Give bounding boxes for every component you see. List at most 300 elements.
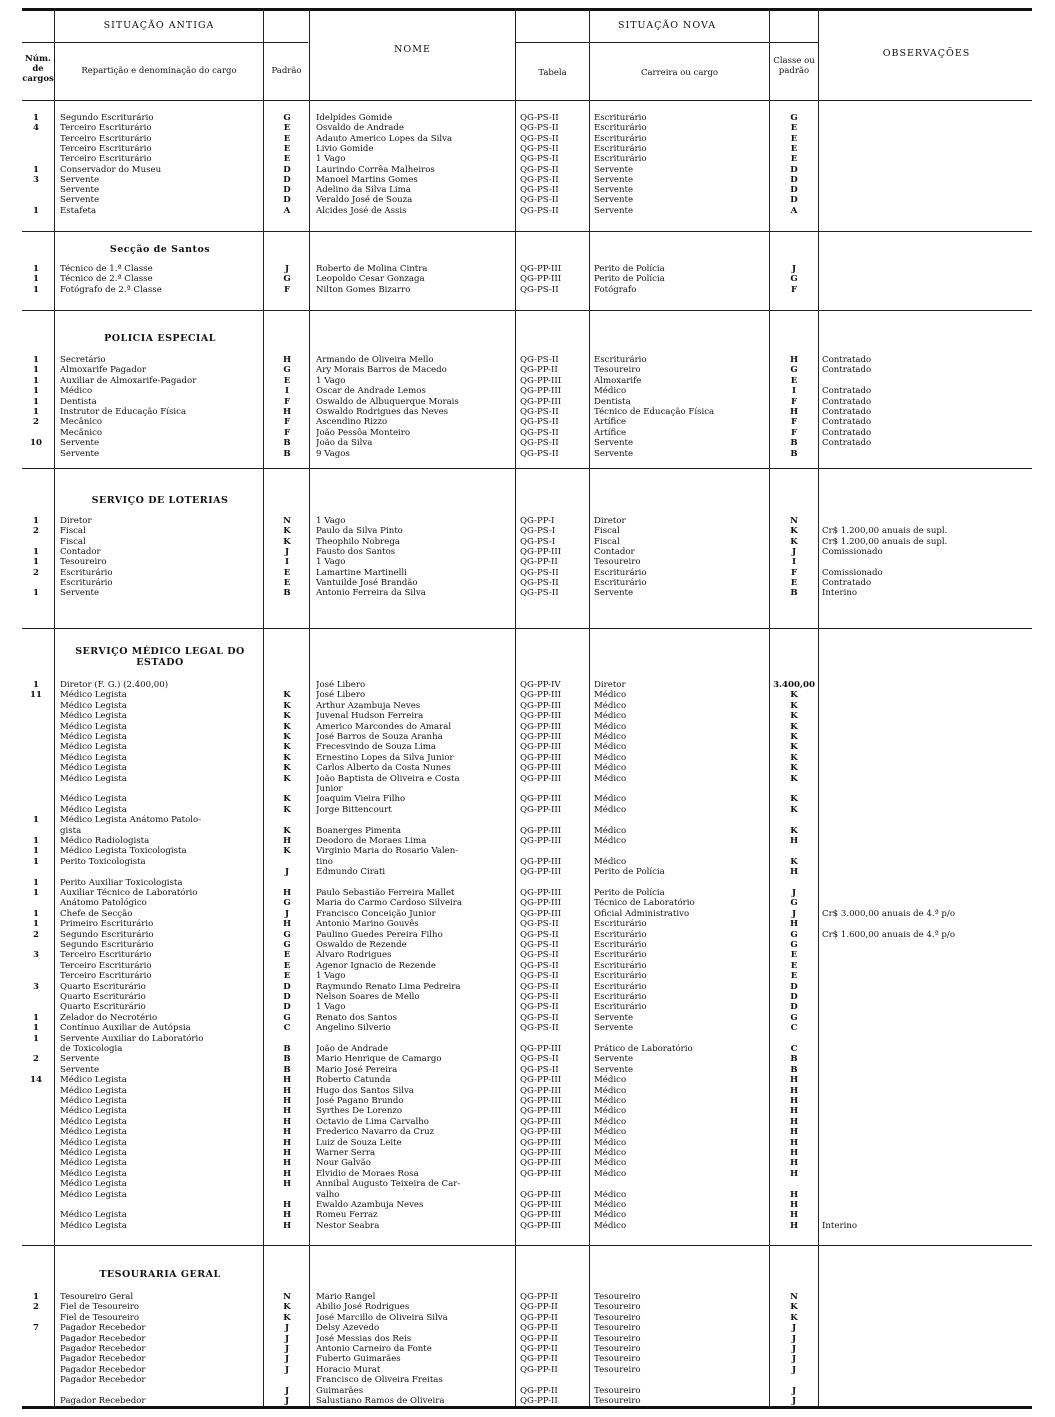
cargo-name: Escriturário [60, 577, 113, 588]
padrao: K [283, 690, 291, 701]
person-name: 9 Vagos [316, 448, 350, 459]
classe: J [791, 546, 797, 557]
tabela: QG-PP-III [520, 386, 562, 397]
tabela: QG-PP-III [520, 763, 562, 774]
cargo-name: Médico Legista [60, 773, 127, 784]
cargo-name: Diretor (F. G.) (2.400,00) [60, 680, 169, 690]
carreira: Médico [594, 1220, 627, 1231]
observacao: Interino [822, 1220, 858, 1231]
observacao: Comissionado [822, 567, 883, 578]
person-name: Hugo dos Santos Silva [316, 1085, 414, 1096]
cargo-name: Pagador Recebedor [60, 1344, 146, 1354]
classe: H [789, 1210, 799, 1221]
padrao: G [283, 940, 291, 950]
carreira: Tesoureiro [594, 1333, 641, 1344]
carreira: Médico [594, 711, 627, 722]
observacao: Interino [822, 588, 858, 599]
cargo-name: Médico [60, 386, 93, 397]
cargo-name: Segundo Escriturário [60, 113, 154, 123]
classe: H [789, 1127, 799, 1138]
classe: K [790, 742, 798, 753]
classe: K [790, 763, 798, 774]
tabela: QG-PP-III [520, 1127, 562, 1138]
carreira: Escriturário [594, 992, 647, 1002]
person-name: Virginio Maria do Rosario Valen- [316, 846, 459, 857]
cargo-name: Médico Legista [60, 700, 127, 711]
carreira: Servente [594, 164, 634, 175]
classe: H [789, 867, 799, 878]
padrao: G [283, 113, 291, 123]
cargo-name: Quarto Escriturário [60, 981, 146, 992]
person-name: Frecesvindo de Souza Lima [316, 742, 437, 753]
tabela: QG-PP-III [520, 1106, 562, 1117]
tabela: QG-PS-II [520, 143, 559, 154]
tabela: QG-PS-II [520, 1023, 559, 1034]
person-name: Annibal Augusto Teixeira de Car- [316, 1179, 461, 1190]
padrao: I [284, 557, 290, 568]
cargo-name: Estafeta [60, 205, 97, 216]
padrao: A [283, 205, 291, 216]
person-name: José Messias dos Reis [316, 1333, 412, 1344]
cargo-name: Conservador do Museu [60, 164, 162, 175]
person-name: Paulo Sebastião Ferreira Mallet [316, 888, 455, 898]
padrao: E [283, 567, 291, 578]
padrao: B [283, 1054, 291, 1065]
classe: F [790, 427, 798, 438]
cargo-count: 1 [33, 877, 39, 888]
cargo-count: 1 [33, 836, 39, 846]
classe: G [790, 274, 798, 285]
tabela: QG-PP-II [520, 1344, 558, 1354]
classe: B [790, 1054, 798, 1065]
cargo-count: 2 [33, 526, 39, 537]
person-name: Joaquim Vieira Filho [316, 794, 406, 805]
cargo-name: Médico Legista [60, 711, 127, 722]
classe: E [790, 971, 798, 982]
person-name: Jorge Bittencourt [316, 804, 392, 815]
padrao: N [283, 1292, 291, 1302]
person-name: Lamartine Martinelli [316, 567, 407, 578]
classe: E [790, 950, 798, 961]
classe: E [790, 154, 798, 165]
classe: H [789, 1106, 799, 1117]
tabela: QG-PS-II [520, 1054, 559, 1065]
tabela: QG-PS-I [520, 526, 556, 537]
classe: E [790, 123, 798, 134]
classe: F [790, 417, 798, 428]
classe: K [790, 773, 798, 784]
carreira: Médico [594, 1085, 627, 1096]
carreira: Tesoureiro [594, 1396, 641, 1406]
carreira: Perito de Polícia [594, 264, 665, 274]
person-name: 1 Vago [316, 375, 346, 386]
padrao: I [284, 386, 290, 397]
tabela: QG-PP-III [520, 396, 562, 407]
carreira: Tesoureiro [594, 1302, 641, 1313]
person-name: Paulino Guedes Pereira Filho [316, 929, 443, 940]
carreira: Escriturário [594, 1002, 647, 1013]
tabela: QG-PS-II [520, 567, 559, 578]
classe: F [790, 396, 798, 407]
cargo-name: Auxiliar de Almoxarife-Pagador [60, 375, 197, 386]
padrao: H [282, 1168, 292, 1179]
classe: H [789, 1116, 799, 1127]
cargo-count: 2 [33, 1054, 39, 1065]
padrao: D [283, 1002, 291, 1013]
cargo-count: 1 [33, 1023, 39, 1034]
padrao: H [282, 1179, 292, 1190]
padrao: H [282, 1210, 292, 1221]
classe: B [790, 588, 798, 599]
tabela: QG-PP-III [520, 1044, 562, 1054]
header-num-cargos: Núm. de cargos [22, 54, 54, 84]
classe: C [790, 1044, 798, 1054]
classe: J [791, 1323, 797, 1334]
person-name: Roberto de Molina Cintra [316, 264, 428, 274]
padrao: H [282, 407, 292, 417]
carreira: Médico [594, 1158, 627, 1169]
person-name: José Libero [316, 680, 366, 690]
tabela: QG-PP-II [520, 557, 558, 568]
classe: 3.400,00 [773, 680, 815, 690]
person-name: Leopoldo Cesar Gonzaga [316, 274, 425, 285]
tabela: QG-PP-III [520, 1137, 562, 1148]
person-name: Mario Henrique de Camargo [316, 1054, 442, 1065]
padrao: B [283, 438, 291, 449]
tabela: QG-PP-III [520, 1096, 562, 1106]
carreira: Perito de Polícia [594, 867, 665, 878]
padrao: K [283, 1312, 291, 1323]
cargo-name: Anátomo Patológico [60, 898, 147, 909]
carreira: Médico [594, 836, 627, 846]
carreira: Médico [594, 763, 627, 774]
classe: K [790, 1312, 798, 1323]
header-bottom-rule [22, 100, 1032, 101]
header-rule-right [516, 42, 818, 43]
classe: K [790, 721, 798, 732]
padrao: K [283, 526, 291, 537]
carreira: Perito de Polícia [594, 274, 665, 285]
classe: D [790, 174, 798, 185]
carreira: Tesoureiro [594, 1292, 641, 1302]
cargo-count: 14 [30, 1075, 42, 1086]
tabela: QG-PP-III [520, 690, 562, 701]
section-rule-2 [22, 310, 1032, 311]
person-name: Agenor Ignacio de Rezende [316, 960, 436, 971]
cargo-name: Escriturário [60, 567, 113, 578]
carreira: Médico [594, 1137, 627, 1148]
padrao: K [283, 1302, 291, 1313]
padrao: H [282, 836, 292, 846]
cargo-name: gista [60, 825, 82, 836]
classe: K [790, 732, 798, 742]
observacao: Cr$ 1.200,00 anuais de supl. [822, 536, 948, 547]
cargo-name: Servente [60, 1064, 100, 1075]
padrao: G [283, 929, 291, 940]
cargo-count: 1 [33, 375, 39, 386]
cargo-name: Médico Legista [60, 742, 127, 753]
person-name: José Marcillo de Oliveira Silva [316, 1312, 448, 1323]
tabela: QG-PS-II [520, 577, 559, 588]
person-name: Livio Gomide [316, 143, 374, 154]
tabela: QG-PP-II [520, 1364, 558, 1375]
cargo-name: Médico Legista [60, 1168, 127, 1179]
classe: E [790, 960, 798, 971]
tabela: QG-PP-III [520, 1085, 562, 1096]
cargo-name: Médico Legista Toxicologista [60, 846, 187, 857]
cargo-name: Servente [60, 448, 100, 459]
tabela: QG-PP-III [520, 836, 562, 846]
tabela: QG-PP-III [520, 888, 562, 898]
tabela: QG-PS-II [520, 123, 559, 134]
carreira: Tesoureiro [594, 1385, 641, 1396]
padrao: H [282, 1220, 292, 1231]
padrao: D [283, 185, 291, 196]
cargo-count: 4 [33, 123, 39, 134]
carreira: Médico [594, 742, 627, 753]
cargo-count: 1 [33, 396, 39, 407]
col-rule-tabela [589, 8, 590, 1406]
person-name: Luiz de Souza Leite [316, 1137, 402, 1148]
observacao: Contratado [822, 386, 872, 397]
carreira: Escriturário [594, 355, 647, 365]
padrao: F [283, 284, 291, 295]
cargo-name: Auxiliar Técnico de Laboratório [60, 888, 198, 898]
tabela: QG-PS-II [520, 407, 559, 417]
cargo-count: 1 [33, 516, 39, 526]
tabela: QG-PS-II [520, 185, 559, 196]
carreira: Servente [594, 438, 634, 449]
classe: H [789, 1200, 799, 1210]
tabela: QG-PP-III [520, 1210, 562, 1221]
classe: G [790, 1012, 798, 1023]
padrao: J [284, 1364, 290, 1375]
classe: H [789, 1168, 799, 1179]
person-name: Raymundo Renato Lima Pedreira [316, 981, 461, 992]
carreira: Médico [594, 732, 627, 742]
cargo-name: Médico Legista [60, 794, 127, 805]
tabela: QG-PP-II [520, 1396, 558, 1406]
tabela: QG-PP-II [520, 1312, 558, 1323]
classe: G [790, 113, 798, 123]
observacao: Contratado [822, 438, 872, 449]
cargo-name: Terceiro Escriturário [60, 154, 152, 165]
cargo-name: Quarto Escriturário [60, 992, 146, 1002]
person-name: José Libero [316, 690, 366, 701]
carreira: Médico [594, 1106, 627, 1117]
cargo-name: Fiscal [60, 526, 86, 537]
section-title-santos: Secção de Santos [109, 244, 211, 255]
tabela: QG-PP-IV [520, 680, 561, 690]
col-rule-cargo [263, 8, 264, 1406]
cargo-name: Perito Auxiliar Toxicologista [60, 877, 183, 888]
carreira: Escriturário [594, 123, 647, 134]
carreira: Servente [594, 1054, 634, 1065]
padrao: K [283, 825, 291, 836]
classe: D [790, 195, 798, 206]
tabela: QG-PP-III [520, 700, 562, 711]
carreira: Médico [594, 773, 627, 784]
tabela: QG-PP-II [520, 1385, 558, 1396]
cargo-count: 2 [33, 567, 39, 578]
classe: B [790, 1064, 798, 1075]
cargo-count: 1 [33, 264, 39, 274]
carreira: Dentista [594, 396, 631, 407]
padrao: E [283, 971, 291, 982]
person-name: Vantuilde José Brandão [316, 577, 418, 588]
header-tabela: Tabela [538, 68, 567, 78]
tabela: QG-PP-III [520, 804, 562, 815]
tabela: QG-PS-II [520, 1064, 559, 1075]
cargo-count: 1 [33, 1292, 39, 1302]
cargo-name: Médico Legista [60, 1106, 127, 1117]
cargo-name: Pagador Recebedor [60, 1333, 146, 1344]
person-name: Nestor Seabra [316, 1220, 380, 1231]
cargo-name: Servente Auxiliar do Laboratório [60, 1033, 204, 1044]
classe: E [790, 133, 798, 144]
tabela: QG-PP-II [520, 1333, 558, 1344]
cargo-count: 1 [33, 164, 39, 175]
cargo-count: 3 [33, 174, 39, 185]
padrao: J [284, 546, 290, 557]
cargo-name: Mecânico [60, 427, 103, 438]
person-name: Francisco Conceição Junior [316, 908, 436, 919]
observacao: Contratado [822, 417, 872, 428]
person-name: Paulo da Silva Pinto [316, 526, 403, 537]
cargo-name: Segundo Escriturário [60, 940, 154, 950]
observacao: Contratado [822, 427, 872, 438]
classe: A [790, 205, 798, 216]
padrao: E [283, 154, 291, 165]
header-rule-left [22, 42, 308, 43]
cargo-name: Servente [60, 185, 100, 196]
person-name: Alcides José de Assis [316, 205, 407, 216]
padrao: E [283, 123, 291, 134]
cargo-name: Terceiro Escriturário [60, 123, 152, 134]
person-name: Ernestino Lopes da Silva Junior [316, 752, 454, 763]
observacao: Contratado [822, 407, 872, 417]
person-name: Oswaldo Rodrigues das Neves [316, 407, 449, 417]
person-name: Francisco de Oliveira Freitas [316, 1375, 443, 1386]
section-rule-1 [22, 231, 1032, 232]
padrao: E [283, 577, 291, 588]
person-name: 1 Vago [316, 557, 346, 568]
top-rule [22, 8, 1032, 11]
carreira: Artífice [594, 427, 627, 438]
section-title-loterias: SERVIÇO DE LOTERIAS [91, 495, 229, 506]
cargo-count: 2 [33, 1302, 39, 1313]
padrao: K [283, 536, 291, 547]
padrao: J [284, 867, 290, 878]
tabela: QG-PP-III [520, 1075, 562, 1086]
tabela: QG-PP-II [520, 1323, 558, 1334]
carreira: Almoxarife [594, 375, 642, 386]
person-name: Manoel Martins Gomes [316, 174, 418, 185]
carreira: Tesoureiro [594, 1323, 641, 1334]
person-name: Ewaldo Azambuja Neves [316, 1200, 424, 1210]
person-name: Antonio Ferreira da Silva [316, 588, 426, 599]
tabela: QG-PS-II [520, 205, 559, 216]
cargo-name: Médico Legista [60, 763, 127, 774]
cargo-count: 1 [33, 386, 39, 397]
cargo-name: Médico Legista [60, 804, 127, 815]
cargo-name: de Toxicologia [60, 1044, 123, 1054]
tabela: QG-PS-II [520, 588, 559, 599]
cargo-name: Almoxarife Pagador [60, 365, 147, 376]
classe: J [791, 1354, 797, 1365]
person-name: Fausto dos Santos [316, 546, 396, 557]
person-name: 1 Vago [316, 971, 346, 982]
padrao: K [283, 763, 291, 774]
person-name: Mario José Pereira [316, 1064, 398, 1075]
observacao: Cr$ 3.000,00 anuais de 4.ª p/o [822, 908, 955, 919]
cargo-count: 1 [33, 557, 39, 568]
classe: C [790, 1023, 798, 1034]
tabela: QG-PP-III [520, 1168, 562, 1179]
section-title-tesouraria: TESOURARIA GERAL [99, 1269, 221, 1280]
carreira: Perito de Polícia [594, 888, 665, 898]
tabela: QG-PP-III [520, 867, 562, 878]
classe: G [790, 940, 798, 950]
classe: G [790, 365, 798, 376]
carreira: Médico [594, 825, 627, 836]
padrao: E [283, 375, 291, 386]
tabela: QG-PS-II [520, 174, 559, 185]
padrao: K [283, 846, 291, 857]
tabela: QG-PS-II [520, 1012, 559, 1023]
person-name: João Baptista de Oliveira e Costa [316, 773, 460, 784]
padrao: H [282, 1148, 292, 1158]
cargo-name: Quarto Escriturário [60, 1002, 146, 1013]
cargo-name: Pagador Recebedor [60, 1396, 146, 1406]
tabela: QG-PS-II [520, 1002, 559, 1013]
cargo-name: Mecânico [60, 417, 103, 428]
carreira: Escriturário [594, 960, 647, 971]
classe: H [789, 1220, 799, 1231]
cargo-count: 1 [33, 274, 39, 285]
tabela: QG-PP-III [520, 898, 562, 909]
header-observacoes: OBSERVAÇÕES [882, 48, 971, 59]
classe: J [791, 264, 797, 274]
carreira: Médico [594, 690, 627, 701]
classe: B [790, 438, 798, 449]
header-reparticao: Repartição e denominação do cargo [81, 66, 237, 76]
carreira: Médico [594, 1096, 627, 1106]
classe: F [790, 567, 798, 578]
cargo-name: Pagador Recebedor [60, 1375, 146, 1386]
carreira: Escriturário [594, 567, 647, 578]
cargo-name: Médico Legista [60, 690, 127, 701]
tabela: QG-PP-III [520, 773, 562, 784]
person-name: Deodoro de Moraes Lima [316, 836, 427, 846]
tabela: QG-PP-III [520, 1189, 562, 1200]
cargo-count: 1 [33, 856, 39, 867]
carreira: Servente [594, 205, 634, 216]
carreira: Tesoureiro [594, 557, 641, 568]
cargo-name: Médico Legista [60, 1116, 127, 1127]
carreira: Tesoureiro [594, 1364, 641, 1375]
person-name: Nilton Gomes Bizarro [316, 284, 411, 295]
carreira: Escriturário [594, 154, 647, 165]
padrao: G [283, 274, 291, 285]
padrao: B [283, 1064, 291, 1075]
person-name: 1 Vago [316, 154, 346, 165]
cargo-name: Fotógrafo de 2.ª Classe [60, 284, 162, 295]
padrao: G [283, 1012, 291, 1023]
cargo-name: Médico Legista [60, 1085, 127, 1096]
person-name: 1 Vago [316, 1002, 346, 1013]
carreira: Tesoureiro [594, 1354, 641, 1365]
